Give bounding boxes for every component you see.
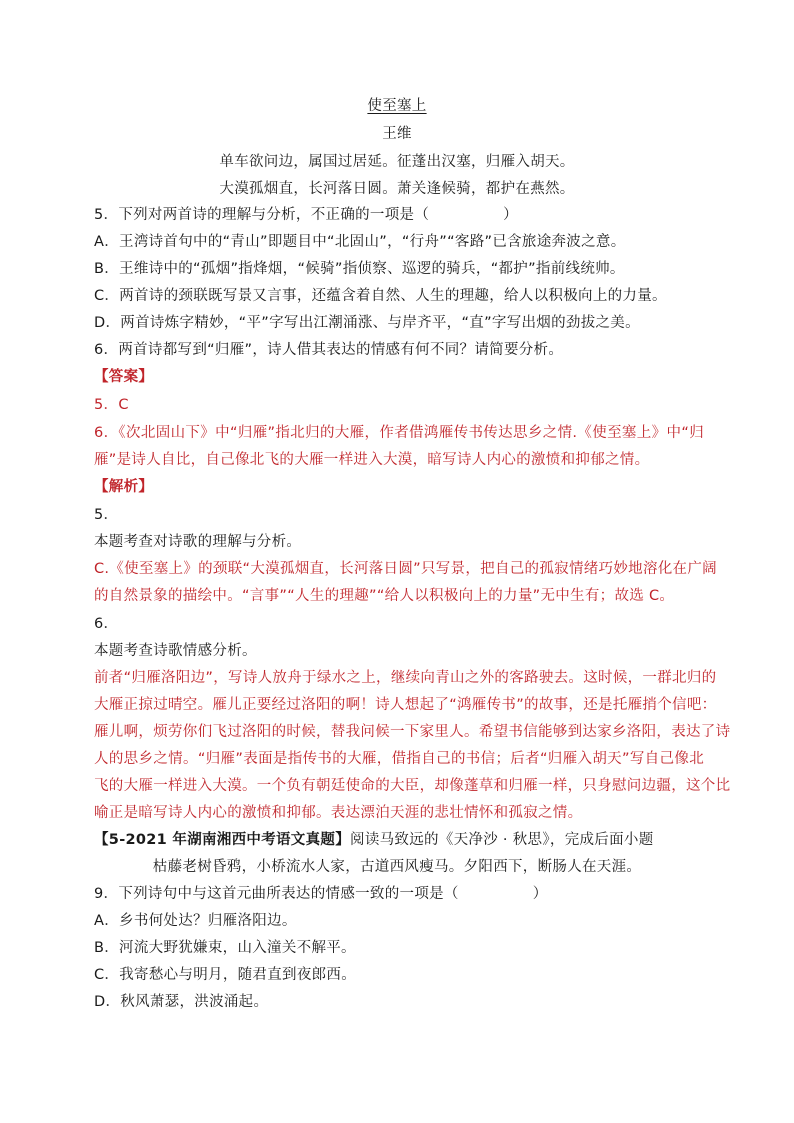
poem-line-1: 单车欲问边，属国过居延。征蓬出汉塞，归雁入胡天。 — [219, 154, 575, 170]
analysis-6-line-6: 喻正是暗写诗人内心的激愤和抑郁。表达漂泊天涯的悲壮情怀和孤寂之情。 — [94, 805, 583, 821]
analysis-6-intro: 本题考查诗歌情感分析。 — [94, 643, 257, 659]
analysis-6-line-5: 飞的大雁一样进入大漠。一个负有朝廷使命的大臣，却像蓬草和归雁一样，只身慰问边疆，这个比 — [94, 778, 731, 794]
answer-6-line-2: 雁”是诗人自比，自己像北飞的大雁一样进入大漠，暗写诗人内心的激愤和抑郁之情。 — [94, 452, 650, 468]
question-5-option-b: B．王维诗中的“孤烟”指烽烟，“候骑”指侦察、巡逻的骑兵，“都护”指前线统帅。 — [94, 261, 625, 277]
analysis-5-intro: 本题考查对诗歌的理解与分析。 — [94, 534, 302, 550]
section-header — [94, 830, 704, 850]
analysis-6-line-1: 前者“归雁洛阳边”，写诗人放舟于绿水之上，继续向青山之外的客路驶去。这时候，一群北归的 — [94, 670, 717, 686]
question-5-option-c: C．两首诗的颈联既写景又言事，还蕴含着自然、人生的理趣，给人以积极向上的力量。 — [94, 288, 667, 304]
answer-5: 5．C — [94, 397, 129, 413]
question-9-option-c: C．我寄愁心与明月，随君直到夜郎西。 — [94, 967, 357, 983]
question-6-stem: 6．两首诗都写到“归雁”，诗人借其表达的情感有何不同？请简要分析。 — [94, 342, 564, 358]
analysis-6-line-3: 雁儿啊，烦劳你们飞过洛阳的时候，替我问候一下家里人。希望书信能够到达家乡洛阳，表达了诗 — [94, 724, 731, 740]
analysis-5-line-2: 的自然景象的描绘中。“言事”“人生的理趣”“给人以积极向上的力量”无中生有；故选 C。 — [94, 588, 675, 604]
section-source: 【5-2021 年湖南湘西中考语文真题】 — [94, 832, 351, 848]
analysis-label: 【解析】 — [94, 479, 154, 495]
question-5-option-a: A．王湾诗首句中的“青山”即题目中“北固山”，“行舟”“客路”已含旅途奔波之意。 — [94, 234, 626, 250]
question-5-stem: 5．下列对两首诗的理解与分析，不正确的一项是（ ） — [94, 207, 518, 223]
question-9-stem: 9．下列诗句中与这首元曲所表达的情感一致的一项是（ ） — [94, 886, 548, 902]
answer-label: 【答案】 — [94, 369, 154, 385]
analysis-6-number: 6． — [94, 616, 119, 632]
poem-line-2: 大漠孤烟直，长河落日圆。萧关逢候骑，都护在燕然。 — [219, 181, 575, 197]
question-9-option-d: D．秋风萧瑟，洪波涌起。 — [94, 994, 269, 1010]
section-poem-line: 枯藤老树昏鸦，小桥流水人家，古道西风瘦马。夕阳西下，断肠人在天涯。 — [152, 859, 642, 875]
question-9-option-a: A．乡书何处达？归雁洛阳边。 — [94, 913, 297, 929]
poem-title: 使至塞上 — [367, 98, 427, 114]
answer-6-line-1: 6．《次北固山下》中“归雁”指北归的大雁，作者借鸿雁传书传达思乡之情.《使至塞上》中“归 — [94, 425, 704, 441]
analysis-6-line-2: 大雁正掠过晴空。雁儿正要经过洛阳的啊！诗人想起了“鸿雁传书”的故事，还是托雁捎个信吧： — [94, 697, 717, 713]
section-instruction: 阅读马致远的《天净沙 · 秋思》，完成后面小题 — [350, 832, 654, 848]
poem-author: 王维 — [382, 126, 412, 142]
analysis-5-line-1: C.《使至塞上》的颈联“大漠孤烟直，长河落日圆”只写景，把自己的孤寂情绪巧妙地溶化在广阔 — [94, 561, 717, 577]
analysis-5-number: 5． — [94, 507, 119, 523]
analysis-6-line-4: 人的思乡之情。“归雁”表面是指传书的大雁，借指自己的书信；后者“归雁入胡天”写自己像北 — [94, 751, 704, 767]
question-9-option-b: B．河流大野犹嫌束，山入潼关不解平。 — [94, 940, 356, 956]
question-5-option-d: D．两首诗炼字精妙，“平”字写出江潮涌涨、与岸齐平，“直”字写出烟的劲拔之美。 — [94, 315, 640, 331]
